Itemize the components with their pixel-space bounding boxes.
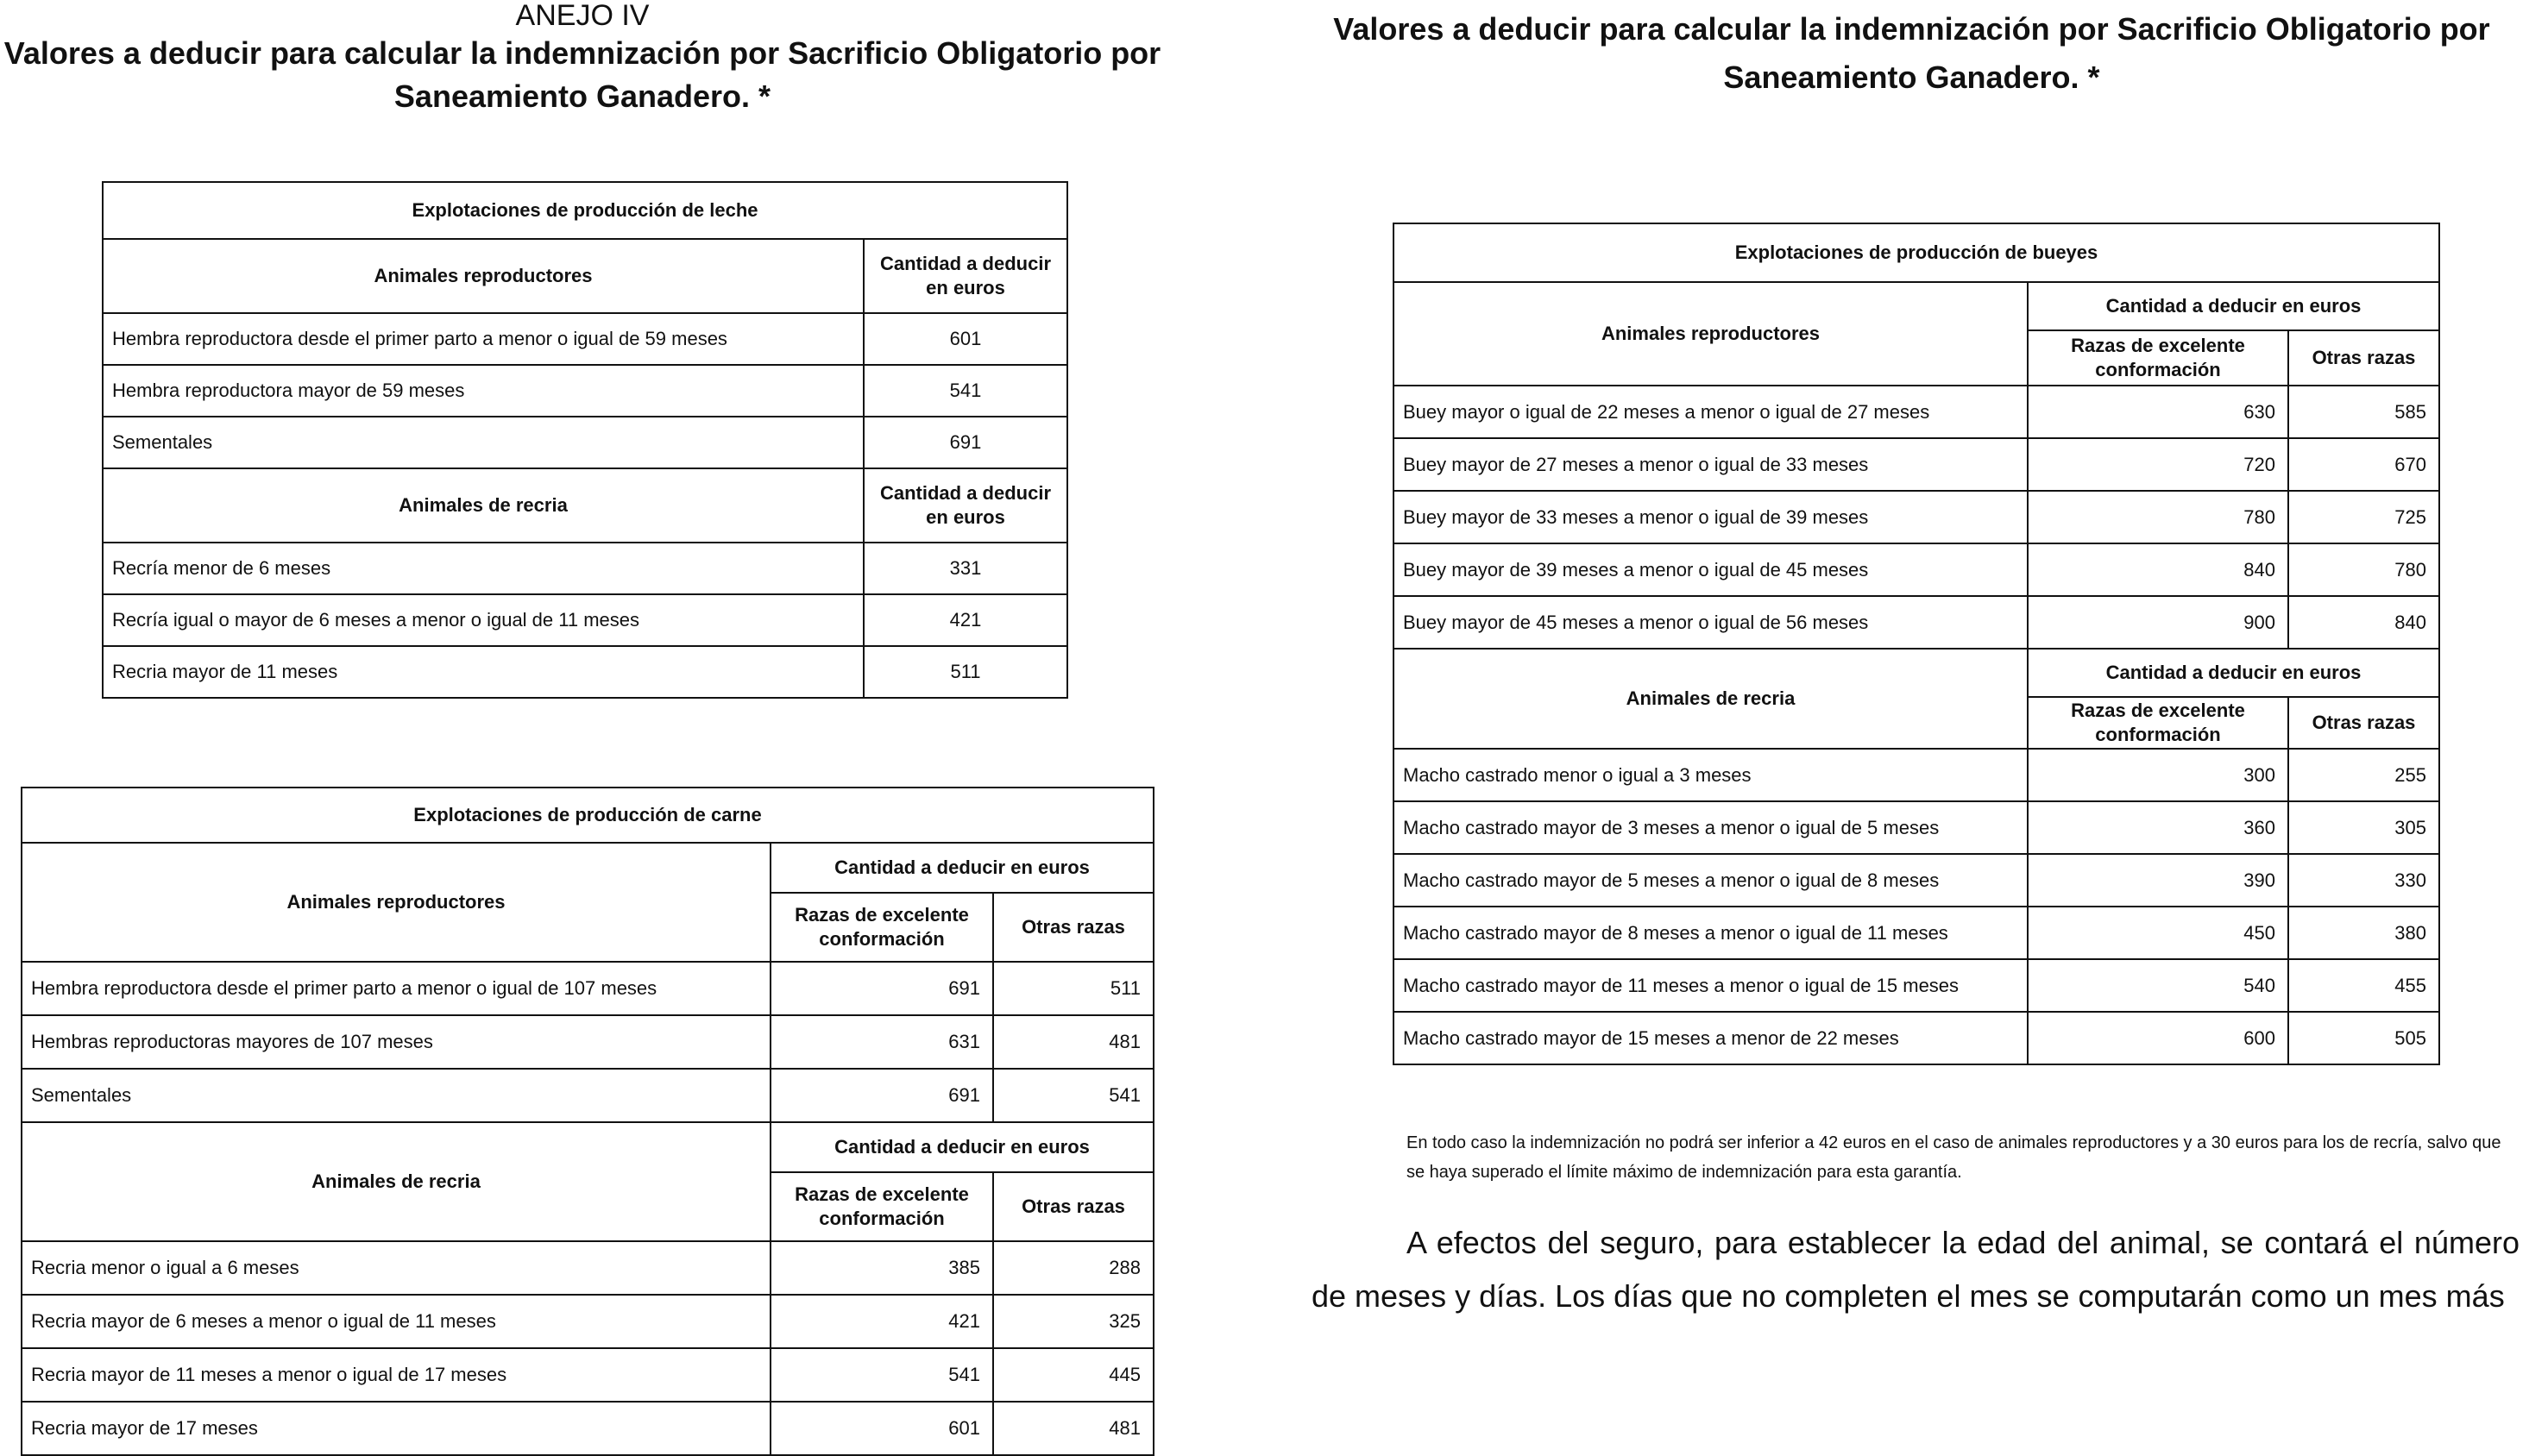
- row-value-excelente: 840: [2028, 543, 2288, 596]
- col-header-excelente: Razas de excelente conformación: [771, 1172, 993, 1241]
- col-header-otras: Otras razas: [993, 893, 1154, 962]
- row-label: Recria mayor de 6 meses a menor o igual de 11 meses: [22, 1295, 771, 1348]
- table-leche: [102, 181, 1068, 699]
- table-title: Explotaciones de producción de carne: [22, 788, 1154, 843]
- right-title-line1: Valores a deducir para calcular la indemnización por Sacrificio Obligatorio por: [1333, 11, 2490, 47]
- col-header-excelente: Razas de excelente conformación: [2028, 697, 2288, 749]
- row-value-otras: 840: [2288, 596, 2439, 649]
- left-title-line2: Saneamiento Ganadero. *: [393, 78, 771, 114]
- row-value: 691: [864, 417, 1067, 468]
- row-value-otras: 780: [2288, 543, 2439, 596]
- row-value-excelente: 601: [771, 1402, 993, 1455]
- row-label: Recría menor de 6 meses: [103, 543, 864, 594]
- row-label: Sementales: [22, 1069, 771, 1122]
- row-value: 331: [864, 543, 1067, 594]
- row-value-otras: 445: [993, 1348, 1154, 1402]
- row-label: Buey mayor de 45 meses a menor o igual de 56 meses: [1393, 596, 2028, 649]
- row-value-otras: 288: [993, 1241, 1154, 1295]
- col-header-excelente: Razas de excelente conformación: [2028, 330, 2288, 386]
- section-header: Animales reproductores: [1393, 282, 2028, 386]
- row-value-excelente: 360: [2028, 801, 2288, 854]
- table-carne: [21, 787, 1154, 1456]
- amount-header: Cantidad a deducir en euros: [864, 239, 1067, 313]
- row-label: Sementales: [103, 417, 864, 468]
- row-label: Hembra reproductora desde el primer parto a menor o igual de 107 meses: [22, 962, 771, 1015]
- table-title: Explotaciones de producción de bueyes: [1393, 223, 2439, 282]
- row-label: Hembra reproductora desde el primer parto a menor o igual de 59 meses: [103, 313, 864, 365]
- amount-header: Cantidad a deducir en euros: [2028, 282, 2439, 330]
- annex-label: ANEJO IV: [515, 0, 650, 32]
- row-value-otras: 481: [993, 1402, 1154, 1455]
- row-label: Recria menor o igual a 6 meses: [22, 1241, 771, 1295]
- col-header-otras: Otras razas: [2288, 330, 2439, 386]
- row-value-otras: 330: [2288, 854, 2439, 907]
- section-header: Animales de recria: [103, 468, 864, 543]
- row-label: Macho castrado mayor de 3 meses a menor o igual de 5 meses: [1393, 801, 2028, 854]
- col-header-excelente: Razas de excelente conformación: [771, 893, 993, 962]
- row-value-excelente: 385: [771, 1241, 993, 1295]
- row-label: Recría igual o mayor de 6 meses a menor o igual de 11 meses: [103, 594, 864, 646]
- row-value-otras: 505: [2288, 1012, 2439, 1064]
- row-value-otras: 670: [2288, 438, 2439, 491]
- amount-header: Cantidad a deducir en euros: [864, 468, 1067, 543]
- section-header: Animales reproductores: [22, 843, 771, 962]
- row-label: Buey mayor de 27 meses a menor o igual de 33 meses: [1393, 438, 2028, 491]
- row-label: Macho castrado mayor de 15 meses a menor de 22 meses: [1393, 1012, 2028, 1064]
- row-value: 601: [864, 313, 1067, 365]
- right-title-line2: Saneamiento Ganadero. *: [1723, 60, 2100, 95]
- amount-header: Cantidad a deducir en euros: [771, 1122, 1154, 1172]
- body-paragraph: A efectos del seguro, para establecer la edad del animal, se contará el número de meses y días. Los días que no completen el mes se computarán como un mes más: [1312, 1225, 2520, 1314]
- row-value-excelente: 631: [771, 1015, 993, 1069]
- row-label: Buey mayor de 33 meses a menor o igual de 39 meses: [1393, 491, 2028, 543]
- row-label: Macho castrado menor o igual a 3 meses: [1393, 749, 2028, 801]
- row-label: Buey mayor o igual de 22 meses a menor o igual de 27 meses: [1393, 386, 2028, 438]
- table-title: Explotaciones de producción de leche: [103, 182, 1067, 239]
- row-value-excelente: 780: [2028, 491, 2288, 543]
- row-value-otras: 511: [993, 962, 1154, 1015]
- footnote: En todo caso la indemnización no podrá ser inferior a 42 euros en el caso de animales reproductores y a 30 euros para los de recría, salvo que se haya superado el límite máximo de indemnización para esta garantía.: [1406, 1133, 2501, 1182]
- row-value-otras: 325: [993, 1295, 1154, 1348]
- row-value-otras: 585: [2288, 386, 2439, 438]
- row-label: Recria mayor de 17 meses: [22, 1402, 771, 1455]
- row-label: Macho castrado mayor de 5 meses a menor o igual de 8 meses: [1393, 854, 2028, 907]
- row-value-excelente: 720: [2028, 438, 2288, 491]
- row-value-excelente: 600: [2028, 1012, 2288, 1064]
- table-bueyes: [1393, 223, 2440, 1065]
- row-label: Macho castrado mayor de 8 meses a menor o igual de 11 meses: [1393, 907, 2028, 959]
- amount-header: Cantidad a deducir en euros: [771, 843, 1154, 893]
- row-label: Hembra reproductora mayor de 59 meses: [103, 365, 864, 417]
- row-value-excelente: 390: [2028, 854, 2288, 907]
- row-value-otras: 455: [2288, 959, 2439, 1012]
- row-value: 421: [864, 594, 1067, 646]
- row-label: Recria mayor de 11 meses: [103, 646, 864, 698]
- row-value-otras: 541: [993, 1069, 1154, 1122]
- row-label: Recria mayor de 11 meses a menor o igual de 17 meses: [22, 1348, 771, 1402]
- row-value-excelente: 450: [2028, 907, 2288, 959]
- row-value-otras: 305: [2288, 801, 2439, 854]
- row-value-excelente: 540: [2028, 959, 2288, 1012]
- amount-header: Cantidad a deducir en euros: [2028, 649, 2439, 697]
- row-value-excelente: 300: [2028, 749, 2288, 801]
- row-value-otras: 725: [2288, 491, 2439, 543]
- section-header: Animales de recria: [22, 1122, 771, 1241]
- left-title-line1: Valores a deducir para calcular la indemnización por Sacrificio Obligatorio por: [3, 35, 1161, 71]
- row-label: Buey mayor de 39 meses a menor o igual de 45 meses: [1393, 543, 2028, 596]
- row-value-excelente: 541: [771, 1348, 993, 1402]
- section-header: Animales de recria: [1393, 649, 2028, 749]
- row-value-otras: 380: [2288, 907, 2439, 959]
- row-value-excelente: 900: [2028, 596, 2288, 649]
- row-value-excelente: 630: [2028, 386, 2288, 438]
- section-header: Animales reproductores: [103, 239, 864, 313]
- row-value-otras: 481: [993, 1015, 1154, 1069]
- row-label: Hembras reproductoras mayores de 107 meses: [22, 1015, 771, 1069]
- row-value-excelente: 691: [771, 1069, 993, 1122]
- row-value: 541: [864, 365, 1067, 417]
- row-value-otras: 255: [2288, 749, 2439, 801]
- col-header-otras: Otras razas: [993, 1172, 1154, 1241]
- row-value-excelente: 691: [771, 962, 993, 1015]
- row-label: Macho castrado mayor de 11 meses a menor o igual de 15 meses: [1393, 959, 2028, 1012]
- row-value: 511: [864, 646, 1067, 698]
- row-value-excelente: 421: [771, 1295, 993, 1348]
- col-header-otras: Otras razas: [2288, 697, 2439, 749]
